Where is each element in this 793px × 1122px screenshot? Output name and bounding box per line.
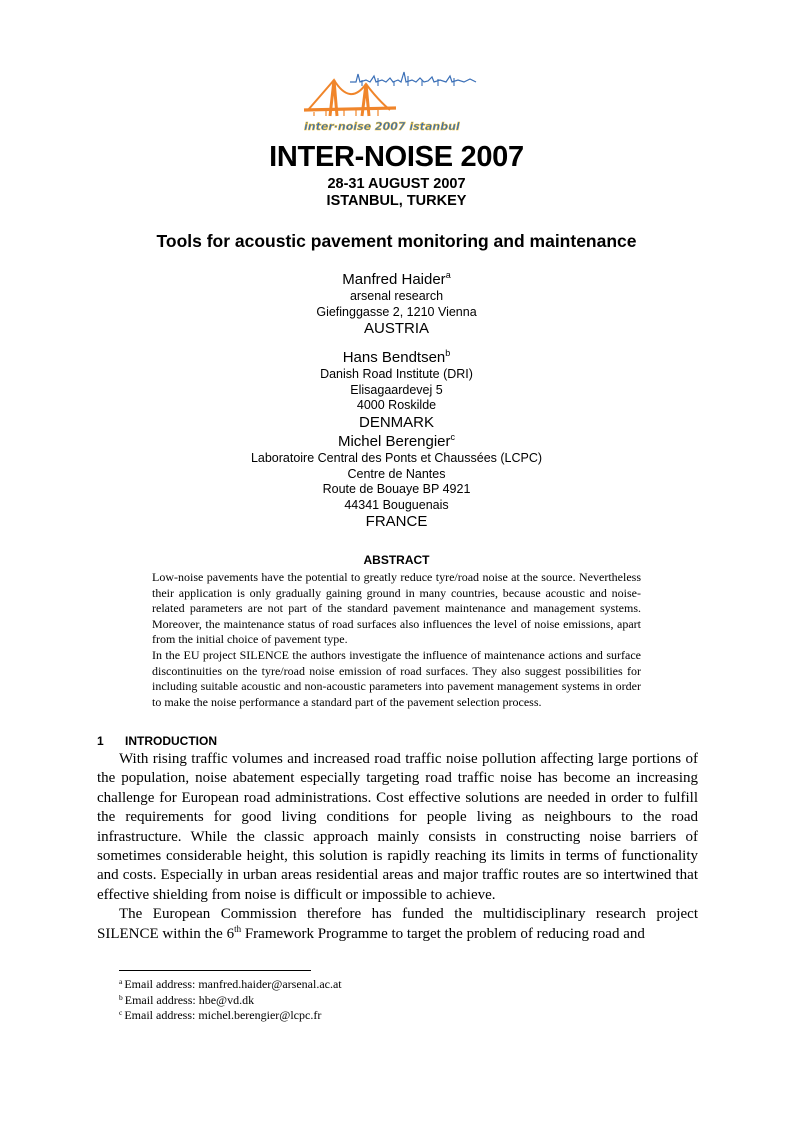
body-text: [97, 750, 698, 944]
footnote: $^b$ Email address: hbe@vd.dk: [119, 992, 255, 1007]
abstract-heading: ABSTRACT: [363, 553, 430, 567]
affiliation-line: Elisagaardevej 5: [350, 382, 443, 397]
paper-title: Tools for acoustic pavement monitoring and maintenance: [156, 231, 637, 251]
affiliation-line: 44341 Bouguenais: [344, 497, 449, 512]
section-number: 1: [97, 734, 104, 748]
body-paragraph: With rising traffic volumes and increased road traffic noise pollution affecting large portions of the population, noise abatement especially targeting road traffic noise has become an increasing challenge for European road administrations. Cost effective solutions are needed in order to fulfill the requirements for good living conditions for people living as neighbours to the road infrastructure. While the classic approach mainly consists in constructing noise barriers of sometimes considerable height, this solution is rapidly reaching its limits in terms of functionality and costs. Especially in urban areas residential areas and major traffic routes are so intertwined that effective shielding from noise is difficult or impossible to achieve.: [97, 751, 698, 903]
affiliation-line: arsenal research: [349, 289, 444, 303]
author-name: Hans Bendtsen$^b$: [342, 348, 451, 367]
author-list: [0, 270, 793, 531]
author-name: Manfred Haider$^a$: [342, 270, 451, 288]
footnote: $^a$ Email address: manfred.haider@arsenal.ac.at: [119, 977, 342, 991]
conference-place: ISTANBUL, TURKEY: [326, 193, 467, 209]
affiliation-line: Laboratoire Central des Ponts et Chaussées (LCPC): [250, 450, 543, 465]
affiliation-line: 4000 Roskilde: [356, 398, 437, 413]
author-footnote-mark: c: [450, 431, 456, 442]
abstract-paragraph: In the EU project SILENCE the authors investigate the influence of maintenance actions and surface discontinuities on the tyre/road noise emission of road surfaces. They also suggest possibilities for including suitable acoustic and non-acoustic parameters into pavement management systems in order to make the noise performance a standard part of the pavement selection process.: [152, 647, 641, 709]
footnote: $^c$ Email address: michel.berengier@lcpc.fr: [119, 1008, 322, 1022]
author-country: AUSTRIA: [363, 320, 429, 338]
conference-date: 28-31 AUGUST 2007: [327, 176, 466, 192]
author-footnote-mark: b: [445, 348, 451, 359]
conference-title: INTER-NOISE 2007: [269, 141, 524, 173]
bridge-logo-icon: [300, 66, 490, 136]
abstract-paragraph: Low-noise pavements have the potential to greatly reduce tyre/road noise at the source. Nevertheless their application is only gradually gaining ground in many countries, because acoustic and noise-related parameters are not part of the standard pavement maintenance and management systems. Moreover, the maintenance status of road surfaces also influences the level of noise emissions, apart from the initial choice of pavement type.: [152, 570, 641, 647]
author-country: FRANCE: [365, 513, 428, 531]
footnotes: [119, 977, 342, 1024]
affiliation-line: Giefinggasse 2, 1210 Vienna: [316, 304, 477, 319]
author-name: Michel Berengier$^c$: [337, 431, 456, 450]
affiliation-line: Centre de Nantes: [347, 466, 446, 481]
author-block: [0, 270, 793, 338]
author-block: [0, 348, 793, 432]
body-paragraph: The European Commission therefore has funded the multidisciplinary research project SILENCE within the 6th Framework Programme to target the problem of reducing road and: [97, 906, 698, 942]
affiliation-line: Danish Road Institute (DRI): [320, 367, 473, 382]
author-block: [0, 432, 793, 531]
footnote-separator: [119, 970, 311, 971]
abstract-text: [152, 570, 641, 710]
affiliation-line: Route de Bouaye BP 4921: [322, 482, 471, 497]
logo-wordmark: inter·noise 2007 istanbul: [304, 120, 460, 133]
conference-logo: [300, 66, 490, 136]
section-title: INTRODUCTION: [125, 734, 217, 748]
author-footnote-mark: a: [445, 270, 451, 280]
author-country: DENMARK: [358, 413, 434, 431]
section-heading: [97, 734, 217, 748]
